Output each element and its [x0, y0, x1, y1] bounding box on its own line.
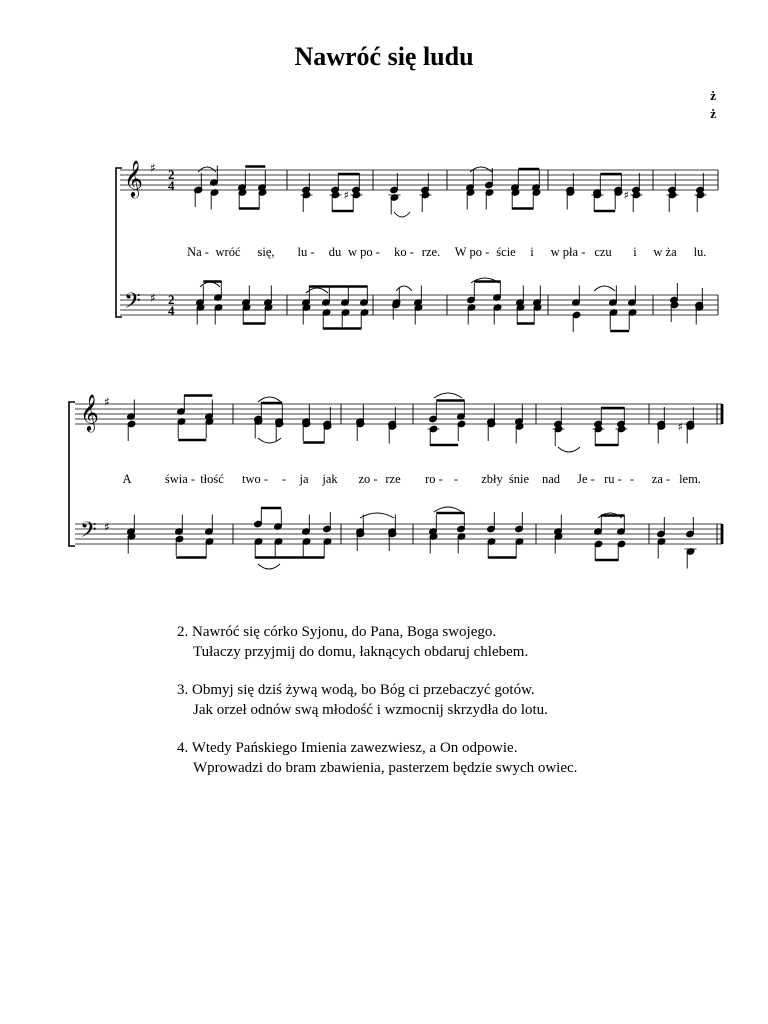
song-title: Nawróć się ludu	[294, 42, 474, 71]
credit-line-1: ż	[710, 88, 716, 103]
lyric-syllable: i	[633, 245, 637, 259]
slur	[258, 438, 281, 443]
lyric-syllable: W po -	[454, 245, 490, 259]
slur	[558, 447, 580, 452]
slur	[434, 507, 462, 512]
verse-4	[177, 738, 577, 778]
lyric-syllable: ja	[299, 472, 309, 486]
lyric-syllable: i	[530, 245, 534, 259]
lyrics-line-1	[187, 245, 706, 259]
lyric-syllable: jak	[322, 472, 338, 486]
lyrics-line-2	[122, 472, 700, 486]
slur	[434, 393, 462, 398]
time-signature-top: 2	[168, 167, 175, 182]
slur	[594, 286, 615, 291]
verse-line: 4. Wtedy Pańskiego Imienia zawezwiesz, a On odpowie.	[177, 740, 518, 756]
slur	[198, 167, 216, 172]
verse-line: 2. Nawróć się córko Syjonu, do Pana, Boga swojego.	[177, 624, 497, 640]
lyric-syllable: -	[453, 472, 459, 486]
lyric-syllable: śnie	[508, 472, 530, 486]
sharp-sign: ♯	[677, 420, 683, 434]
verses	[177, 622, 577, 796]
lyric-syllable: w ża	[653, 245, 677, 259]
lyric-syllable: ko -	[394, 245, 414, 259]
lyric-syllable: zbły	[481, 472, 503, 486]
lyric-syllable: nad	[541, 472, 561, 486]
treble-clef-icon: 𝄞	[80, 393, 99, 431]
slur	[394, 212, 410, 217]
bass-clef-icon: 𝄢	[80, 518, 97, 548]
time-signature-bottom: 4	[168, 178, 175, 193]
key-signature-sharp: ♯	[150, 291, 156, 305]
system-bracket	[69, 402, 75, 546]
lyric-syllable: świa -	[164, 472, 196, 486]
verse-line: Jak orzeł odnów swą młodość i wzmocnij skrzydła do lotu.	[193, 702, 548, 718]
lyric-syllable: du	[328, 245, 342, 259]
verse-line: 3. Obmyj się dziś żywą wodą, bo Bóg ci przebaczyć gotów.	[177, 682, 535, 698]
verse-2	[177, 622, 577, 662]
time-signature-top: 2	[168, 292, 175, 307]
sharp-sign: ♯	[343, 189, 349, 202]
lyric-syllable: tłość	[200, 472, 224, 486]
lyric-syllable: ru -	[604, 472, 622, 486]
slur	[258, 397, 281, 402]
key-signature-sharp: ♯	[150, 161, 156, 175]
key-signature-sharp: ♯	[104, 395, 110, 409]
lyric-syllable: się,	[257, 245, 275, 259]
sharp-sign: ♯	[623, 189, 629, 202]
verse-line: Wprowadzi do bram zbawienia, pasterzem będzie swych owiec.	[193, 760, 578, 776]
slur	[360, 513, 394, 518]
lyric-syllable: zo -	[358, 472, 378, 486]
lyric-syllable: two -	[241, 472, 269, 486]
lyric-syllable: w po -	[348, 245, 380, 259]
verse-3	[177, 680, 577, 720]
time-signature-bottom: 4	[168, 303, 175, 318]
lyric-syllable: w pła -	[550, 245, 586, 259]
lyric-syllable: -	[629, 472, 635, 486]
slur	[258, 564, 280, 569]
lyric-syllable: rze.	[421, 245, 441, 259]
lyric-syllable: A	[122, 472, 132, 486]
lyric-syllable: lem.	[679, 472, 701, 486]
lyric-syllable: lu -	[297, 245, 315, 259]
lyric-syllable: -	[281, 472, 287, 486]
slur	[396, 286, 412, 291]
lyric-syllable: rze	[385, 472, 401, 486]
key-signature-sharp: ♯	[104, 520, 110, 534]
lyric-syllable: Je -	[577, 472, 595, 486]
lyric-syllable: za -	[651, 472, 671, 486]
treble-clef-icon: 𝄞	[124, 159, 143, 197]
bass-clef-icon: 𝄢	[124, 289, 141, 319]
verse-line: Tułaczy przyjmij do domu, łaknących obdaruj chlebem.	[193, 644, 529, 660]
lyric-syllable: lu.	[693, 245, 707, 259]
credit-line-2: ż	[710, 106, 716, 121]
lyric-syllable: wróć	[215, 245, 241, 259]
lyric-syllable: czu	[594, 245, 612, 259]
lyric-syllable: ście	[496, 245, 516, 259]
lyric-syllable: Na -	[187, 245, 209, 259]
lyric-syllable: ro -	[425, 472, 443, 486]
